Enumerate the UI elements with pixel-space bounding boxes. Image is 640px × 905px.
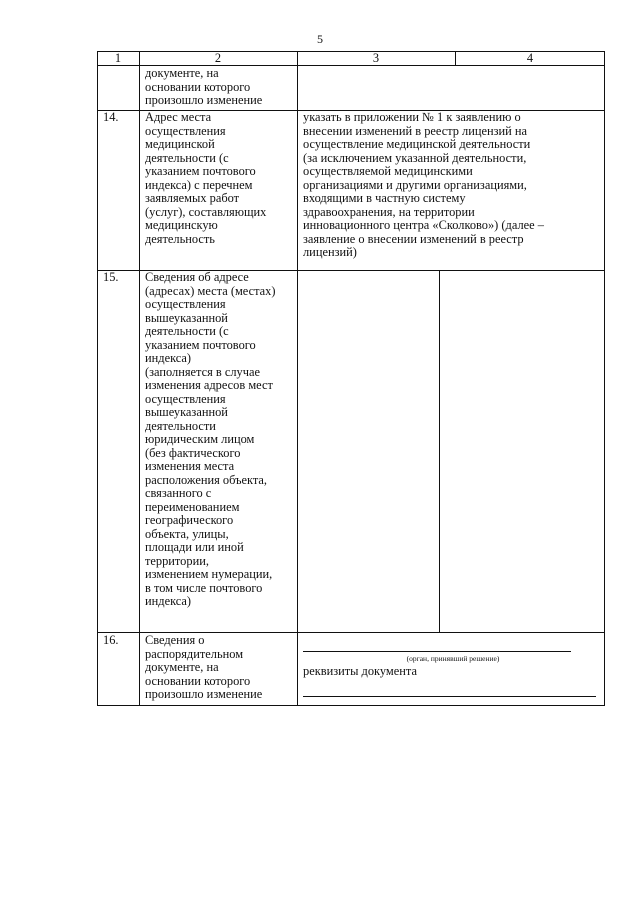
col-separator-2: [297, 51, 298, 706]
row-14-number: 14.: [103, 110, 119, 124]
col-separator-3-header: [455, 51, 456, 66]
header-col-4: 4: [526, 51, 534, 65]
row-14-value: указать в приложении № 1 к заявлению о внесении изменений в реестр лицензий на осуществление медицинской деятельности (за исключением указанной деятельности, осуществляемой медицинскими организациями и другими организациями, входящими в частную систему здравоохранения, на территории инновационного центра «Сколково») (далее – заявление о внесении изменений в реестр лицензий): [303, 110, 544, 259]
row-15-number: 15.: [103, 270, 119, 284]
table-right-border: [604, 51, 605, 706]
row-16-number: 16.: [103, 633, 119, 647]
authority-caption: (орган, принявший решение): [406, 654, 500, 663]
row-14-label: Адрес места осуществления медицинской деятельности (с указанием почтового индекса) с перечнем заявляемых работ (услуг), составляющих медицинскую деятельность: [145, 110, 267, 246]
header-col-1: 1: [114, 51, 122, 65]
header-col-2: 2: [214, 51, 222, 65]
document-details-label: реквизиты документа: [303, 664, 417, 678]
col-separator-3-row15: [439, 271, 440, 633]
page-number: 5: [317, 32, 323, 46]
table-bottom-border: [97, 705, 605, 706]
col-separator-1: [139, 51, 140, 706]
row-continuation-label: документе, на основании которого произошло изменение: [145, 66, 263, 107]
document-details-underline: [303, 696, 596, 697]
header-col-3: 3: [372, 51, 380, 65]
authority-underline: [303, 651, 571, 652]
row-16-label: Сведения о распорядительном документе, на основании которого произошло изменение: [145, 633, 263, 701]
row-15-label: Сведения об адресе (адресах) места (местах) осуществления вышеуказанной деятельности (с указанием почтового индекса) (заполняется в случае изменения адресов мест осуществления вышеуказанной деятельности юридическим лицом (без фактического изменения места расположения объекта, связанного с переименованием географического объекта, улицы, площади или иной территории, изменением нумерации, в том числе почтового индекса): [145, 270, 276, 608]
form-table: [97, 51, 605, 706]
table-left-border: [97, 51, 98, 706]
